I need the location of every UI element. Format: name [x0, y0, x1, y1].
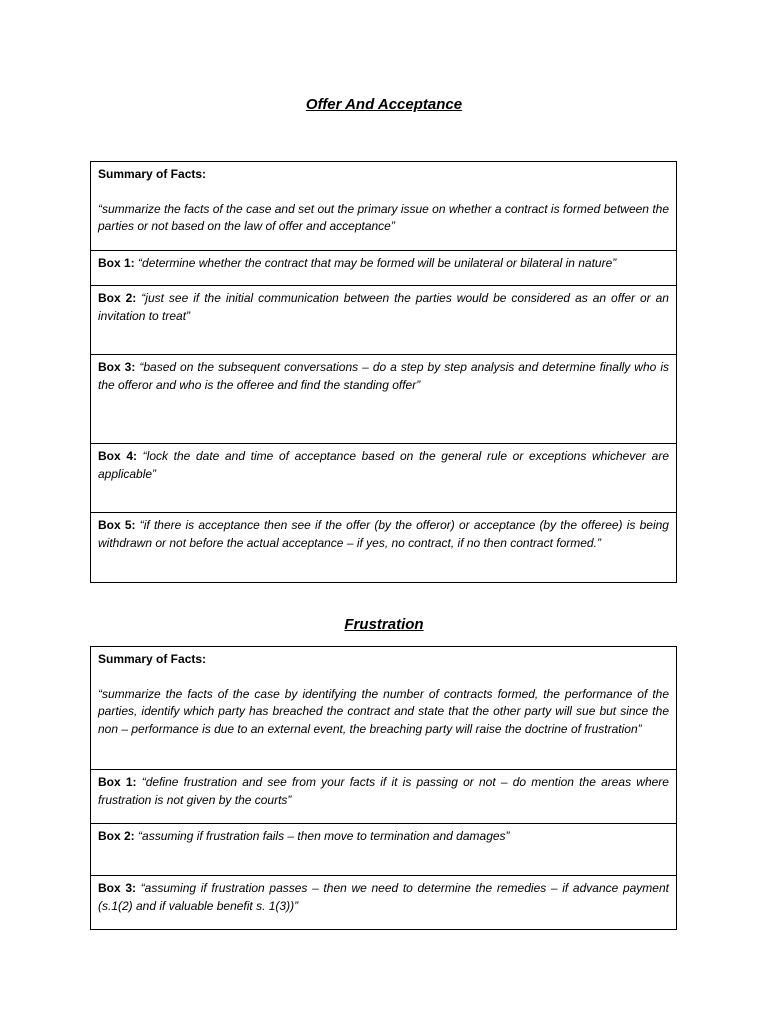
box-label: Box 4:: [98, 449, 137, 463]
summary-label: Summary of Facts:: [98, 167, 207, 181]
box-text: “if there is acceptance then see if the offer (by the offeror) or acceptance (by the offeree) is being withdrawn or not before the actual acceptance – if yes, no contract, if no then contract formed.”: [98, 518, 669, 550]
box-label: Box 5:: [98, 518, 136, 532]
box-3-cell: [91, 355, 676, 444]
box-label: Box 3:: [98, 881, 137, 895]
box-text: “assuming if frustration passes – then we need to determine the remedies – if advance payment (s.1(2) and if valuable benefit s. 1(3))”: [98, 881, 669, 913]
box-5-cell: [91, 513, 676, 583]
summary-of-facts-cell: [91, 647, 676, 770]
box-text: “determine whether the contract that may be formed will be unilateral or bilateral in nature”: [138, 256, 617, 270]
box-2-cell: [91, 286, 676, 355]
summary-text: “summarize the facts of the case and set out the primary issue on whether a contract is formed between the parties or not based on the law of offer and acceptance”: [98, 201, 669, 233]
box-label: Box 1:: [98, 256, 135, 270]
box-text: “define frustration and see from your facts if it is passing or not – do mention the areas where frustration is not given by the courts”: [98, 775, 669, 807]
section-title-frustration: Frustration: [344, 616, 424, 633]
box-text: “assuming if frustration fails – then move to termination and damages”: [138, 829, 510, 843]
box-3-cell: [91, 876, 676, 930]
summary-label: Summary of Facts:: [98, 652, 207, 666]
box-label: Box 2:: [98, 291, 137, 305]
box-label: Box 2:: [98, 829, 135, 843]
box-label: Box 3:: [98, 360, 136, 374]
box-text: “just see if the initial communication between the parties would be considered as an offer or an invitation to treat”: [98, 291, 669, 323]
box-text: “based on the subsequent conversations – do a step by step analysis and determine finally who is the offeror and who is the offeree and find the standing offer”: [98, 360, 669, 392]
box-text: “lock the date and time of acceptance based on the general rule or exceptions whichever are applicable”: [98, 449, 669, 481]
box-1-cell: [91, 770, 676, 824]
summary-of-facts-cell: [91, 162, 676, 251]
offer-acceptance-table: [90, 161, 677, 583]
box-label: Box 1:: [98, 775, 137, 789]
summary-text: “summarize the facts of the case by identifying the number of contracts formed, the performance of the parties, identify which party has breached the contract and state that the other party will sue but since the non – performance is due to an external event, the breaching party will raise the doctrine of frustration”: [98, 686, 669, 736]
box-2-cell: [91, 824, 676, 876]
box-1-cell: [91, 251, 676, 286]
frustration-table: [90, 646, 677, 930]
box-4-cell: [91, 444, 676, 513]
section-title-offer-acceptance: Offer And Acceptance: [305, 96, 463, 113]
